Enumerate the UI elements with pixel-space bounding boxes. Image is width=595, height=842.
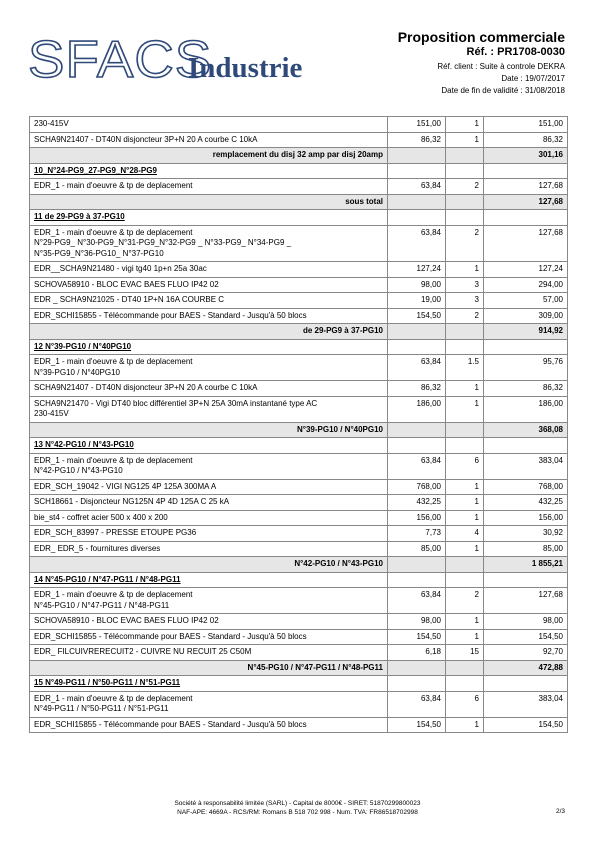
line-unit-price: 768,00 [388,479,446,495]
line-description: bie_st4 - coffret acier 500 x 400 x 200 [30,510,388,526]
table-row [30,396,568,422]
table-row [30,132,568,148]
line-quantity: 1.5 [446,355,484,381]
section-empty-cell [484,210,568,226]
subtotal-empty-cell [388,422,446,438]
table-row [30,453,568,479]
subtotal-value: 472,88 [484,660,568,676]
line-total: 92,70 [484,645,568,661]
subtotal-empty-cell [446,557,484,573]
line-total: 95,76 [484,355,568,381]
line-unit-price: 7,73 [388,526,446,542]
table-row [30,614,568,630]
table-row [30,355,568,381]
subtotal-row [30,422,568,438]
line-unit-price: 63,84 [388,355,446,381]
section-title: 11 de 29-PG9 à 37-PG10 [30,210,388,226]
subtotal-empty-cell [446,148,484,164]
section-empty-cell [446,163,484,179]
section-empty-cell [388,438,446,454]
table-row [30,479,568,495]
table-row [30,541,568,557]
line-total: 154,50 [484,629,568,645]
subtotal-value: 301,16 [484,148,568,164]
section-heading-row [30,163,568,179]
subtotal-empty-cell [446,422,484,438]
section-heading-row [30,572,568,588]
section-title: 15 N°49-PG11 / N°50-PG11 / N°51-PG11 [30,676,388,692]
line-unit-price: 432,25 [388,495,446,511]
section-heading-row [30,210,568,226]
section-heading-row [30,676,568,692]
subtotal-empty-cell [388,660,446,676]
line-quantity: 2 [446,308,484,324]
table-row [30,117,568,133]
line-quantity: 1 [446,614,484,630]
line-quantity: 1 [446,262,484,278]
line-description: EDR_1 - main d'oeuvre & tp de deplacement N°42-PG10 / N°43-PG10 [30,453,388,479]
table-row [30,495,568,511]
table-row [30,225,568,262]
section-title: 13 N°42-PG10 / N°43-PG10 [30,438,388,454]
line-total: 151,00 [484,117,568,133]
line-unit-price: 127,24 [388,262,446,278]
line-unit-price: 63,84 [388,453,446,479]
line-quantity: 1 [446,495,484,511]
line-description: SCHA9N21407 - DT40N disjoncteur 3P+N 20 A courbe C 10kA [30,381,388,397]
document-header [398,29,565,97]
line-description: SCHOVA58910 - BLOC EVAC BAES FLUO IP42 02 [30,277,388,293]
section-empty-cell [446,676,484,692]
subtotal-row [30,660,568,676]
line-quantity: 1 [446,510,484,526]
table-row [30,629,568,645]
subtotal-value: 368,08 [484,422,568,438]
line-quantity: 2 [446,225,484,262]
table-row [30,717,568,733]
subtotal-row [30,324,568,340]
line-quantity: 2 [446,179,484,195]
table-row [30,277,568,293]
quote-lines-table [29,116,568,733]
table-row [30,691,568,717]
line-total: 186,00 [484,396,568,422]
section-empty-cell [388,676,446,692]
document-date: Date : 19/07/2017 [501,74,565,83]
line-description: SCHA9N21470 - Vigi DT40 bloc différentiel 3P+N 25A 30mA instantané type AC 230-415V [30,396,388,422]
line-description: EDR_SCH_83997 - PRESSE ETOUPE PG36 [30,526,388,542]
line-unit-price: 6,18 [388,645,446,661]
line-total: 432,25 [484,495,568,511]
line-description: SCH18661 - Disjoncteur NG125N 4P 4D 125A C 25 kA [30,495,388,511]
line-unit-price: 86,32 [388,132,446,148]
logo-industrie-text: Industrie [188,52,303,84]
line-total: 57,00 [484,293,568,309]
line-description: EDR__SCHA9N21480 - vigi tg40 1p+n 25a 30ac [30,262,388,278]
document-ref: Réf. : PR1708-0030 [466,46,565,58]
page-number: 2/3 [555,808,565,815]
line-quantity: 1 [446,541,484,557]
line-unit-price: 186,00 [388,396,446,422]
subtotal-row [30,148,568,164]
line-unit-price: 63,84 [388,588,446,614]
subtotal-label: N°42-PG10 / N°43-PG10 [30,557,388,573]
line-unit-price: 63,84 [388,691,446,717]
line-total: 127,68 [484,179,568,195]
line-unit-price: 151,00 [388,117,446,133]
client-ref: Réf. client : Suite à controle DEKRA [437,62,565,71]
section-empty-cell [484,163,568,179]
line-total: 383,04 [484,453,568,479]
line-unit-price: 154,50 [388,717,446,733]
line-quantity: 3 [446,277,484,293]
line-total: 294,00 [484,277,568,293]
section-heading-row [30,339,568,355]
subtotal-empty-cell [388,557,446,573]
line-quantity: 1 [446,381,484,397]
table-row [30,645,568,661]
subtotal-value: 127,68 [484,194,568,210]
subtotal-row [30,557,568,573]
line-description: EDR_1 - main d'oeuvre & tp de deplacement [30,179,388,195]
section-empty-cell [446,572,484,588]
subtotal-value: 914,92 [484,324,568,340]
subtotal-label: N°45-PG10 / N°47-PG11 / N°48-PG11 [30,660,388,676]
section-title: 10_N°24-PG9_27-PG9_N°28-PG9 [30,163,388,179]
line-total: 127,68 [484,225,568,262]
line-quantity: 1 [446,629,484,645]
line-total: 383,04 [484,691,568,717]
table-row [30,381,568,397]
line-unit-price: 156,00 [388,510,446,526]
table-row [30,293,568,309]
section-empty-cell [484,339,568,355]
line-total: 156,00 [484,510,568,526]
section-empty-cell [446,339,484,355]
section-empty-cell [446,210,484,226]
section-empty-cell [446,438,484,454]
line-description: EDR_SCH_19042 - VIGI NG125 4P 125A 300MA A [30,479,388,495]
table-row [30,526,568,542]
line-description: EDR_1 - main d'oeuvre & tp de deplacement N°29-PG9_ N°30-PG9_N°31-PG9_N°32-PG9 _ N°33-PG9_ N°34-PG9 _ N°35-PG9_N°36-PG10_ N°37-PG10 [30,225,388,262]
subtotal-empty-cell [446,194,484,210]
line-unit-price: 63,84 [388,225,446,262]
document-title: Proposition commerciale [397,29,565,45]
line-unit-price: 98,00 [388,614,446,630]
line-total: 98,00 [484,614,568,630]
table-row [30,510,568,526]
section-empty-cell [484,676,568,692]
subtotal-label: sous total [30,194,388,210]
section-empty-cell [388,210,446,226]
line-total: 768,00 [484,479,568,495]
line-description: EDR_ FILCUIVRERECUIT2 - CUIVRE NU RECUIT 25 C50M [30,645,388,661]
subtotal-empty-cell [388,324,446,340]
footer-line-2: NAF-APE: 4669A - RCS/RM: Romans B 518 702 998 - Num. TVA: FR86518702998 [177,809,418,816]
line-description: EDR_ EDR_5 - fournitures diverses [30,541,388,557]
line-total: 127,68 [484,588,568,614]
line-unit-price: 19,00 [388,293,446,309]
line-description: SCHOVA58910 - BLOC EVAC BAES FLUO IP42 02 [30,614,388,630]
line-total: 309,00 [484,308,568,324]
table-row [30,179,568,195]
line-description: EDR_1 - main d'oeuvre & tp de deplacement N°45-PG10 / N°47-PG11 / N°48-PG11 [30,588,388,614]
table-row [30,308,568,324]
subtotal-label: N°39-PG10 / N°40PG10 [30,422,388,438]
validity-date: Date de fin de validité : 31/08/2018 [441,86,565,95]
line-quantity: 3 [446,293,484,309]
subtotal-empty-cell [388,148,446,164]
footer-line-1: Société à responsabilité limitée (SARL) - Capital de 8000€ - SIRET: 51870299800023 [174,800,421,807]
section-empty-cell [484,572,568,588]
subtotal-label: remplacement du disj 32 amp par disj 20amp [30,148,388,164]
line-quantity: 1 [446,117,484,133]
subtotal-row [30,194,568,210]
section-empty-cell [388,339,446,355]
line-unit-price: 63,84 [388,179,446,195]
section-empty-cell [388,572,446,588]
line-quantity: 1 [446,396,484,422]
section-title: 14 N°45-PG10 / N°47-PG11 / N°48-PG11 [30,572,388,588]
line-quantity: 4 [446,526,484,542]
line-description: 230-415V [30,117,388,133]
line-quantity: 2 [446,588,484,614]
line-description: EDR _ SCHA9N21025 - DT40 1P+N 16A COURBE C [30,293,388,309]
section-heading-row [30,438,568,454]
line-total: 127,24 [484,262,568,278]
line-quantity: 15 [446,645,484,661]
line-description: EDR_1 - main d'oeuvre & tp de deplacement N°39-PG10 / N°40PG10 [30,355,388,381]
line-unit-price: 154,50 [388,629,446,645]
line-description: SCHA9N21407 - DT40N disjoncteur 3P+N 20 A courbe C 10kA [30,132,388,148]
line-unit-price: 98,00 [388,277,446,293]
section-empty-cell [484,438,568,454]
line-quantity: 1 [446,717,484,733]
subtotal-value: 1 855,21 [484,557,568,573]
line-total: 86,32 [484,381,568,397]
line-total: 154,50 [484,717,568,733]
line-quantity: 6 [446,453,484,479]
line-total: 86,32 [484,132,568,148]
company-logo [28,30,328,90]
section-empty-cell [388,163,446,179]
line-total: 85,00 [484,541,568,557]
line-description: EDR_1 - main d'oeuvre & tp de deplacement N°49-PG11 / N°50-PG11 / N°51-PG11 [30,691,388,717]
line-unit-price: 85,00 [388,541,446,557]
line-description: EDR_SCHI15855 - Télécommande pour BAES - Standard - Jusqu'à 50 blocs [30,629,388,645]
line-quantity: 1 [446,132,484,148]
subtotal-empty-cell [446,324,484,340]
line-description: EDR_SCHI15855 - Télécommande pour BAES - Standard - Jusqu'à 50 blocs [30,308,388,324]
subtotal-empty-cell [446,660,484,676]
table-row [30,588,568,614]
line-unit-price: 86,32 [388,381,446,397]
subtotal-label: de 29-PG9 à 37-PG10 [30,324,388,340]
line-quantity: 6 [446,691,484,717]
section-title: 12 N°39-PG10 / N°40PG10 [30,339,388,355]
subtotal-empty-cell [388,194,446,210]
line-unit-price: 154,50 [388,308,446,324]
table-row [30,262,568,278]
logo-sfacs-text: SFACS [28,31,213,89]
line-quantity: 1 [446,479,484,495]
line-total: 30,92 [484,526,568,542]
line-description: EDR_SCHI15855 - Télécommande pour BAES - Standard - Jusqu'à 50 blocs [30,717,388,733]
company-footer [0,799,595,817]
